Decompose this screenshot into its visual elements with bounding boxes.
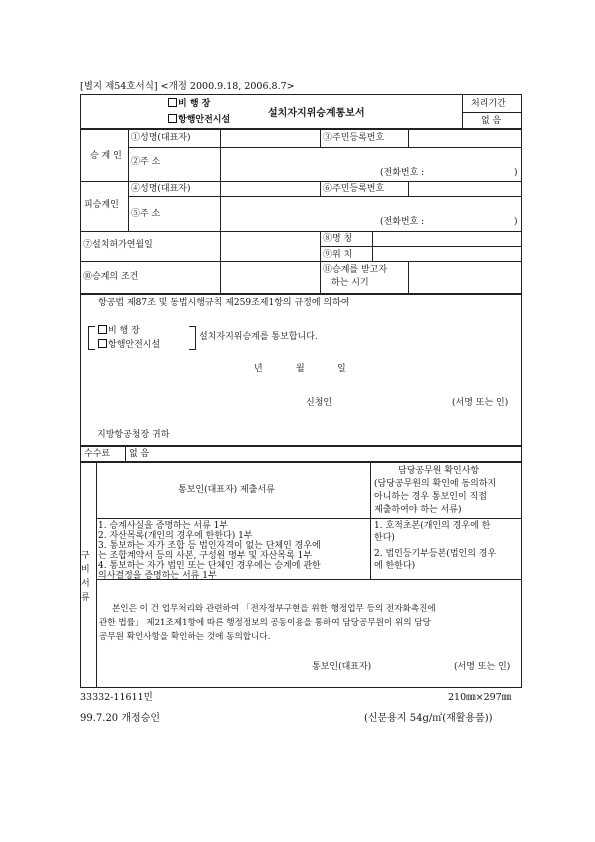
permit-date-label: ⑦설치허가연월일 [83, 240, 153, 250]
predecessor-address-label: ⑤주 소 [131, 209, 161, 219]
option-navaid: 항행안전시설 [168, 114, 230, 126]
form-number: [별지 제54호서식] <개정 2000.9.18, 2006.8.7> [80, 81, 295, 92]
conditions-field[interactable] [222, 263, 318, 292]
date-month: 월 [296, 364, 305, 374]
reporter-docs-header: 통보인(대표자) 제출서류 [178, 485, 275, 495]
predecessor-resident-no-label: ⑥주민등록번호 [323, 184, 385, 194]
declaration-statement: 설치자지위승계를 통보합니다. [199, 332, 318, 342]
predecessor-name-field[interactable] [222, 183, 318, 195]
officer-header-1: 담당공무원 확인사항 [398, 466, 480, 476]
officer-header-4: 제출하여야 하는 서류) [374, 505, 462, 515]
consent-line: 본인은 이 건 업무처리와 관련하여 「전자정부구현을 위한 행정업무 등의 전자화촉진에 [112, 604, 436, 614]
applicant-field[interactable] [345, 395, 440, 409]
consent-line: 관한 법률」 제21조제1항에 따른 행정정보의 공동이용을 통하여 담당공무원이 위의 담당 [99, 618, 431, 628]
checkbox-navaid-header[interactable] [168, 114, 177, 123]
reporter-item: 2. 자산목록(개인의 경우에 한한다) 1부 [98, 531, 253, 541]
decl-option-navaid: 항행안전시설 [98, 339, 160, 351]
successor-phone-close: ) [514, 168, 518, 178]
applicant-label: 신청인 [306, 398, 333, 408]
side-label-1: 구 [81, 551, 90, 561]
permit-date-field[interactable] [222, 233, 318, 259]
receive-time-label-2: 하는 시기 [331, 278, 369, 288]
officer-item: 1. 호적초본(개인의 경우에 한 [374, 521, 491, 531]
footer-size: 210㎜×297㎜ [448, 692, 512, 703]
officer-header-2: (담당공무원의 확인에 동의하지 [374, 479, 497, 489]
addressee: 지방항공청장 귀하 [97, 430, 170, 440]
date-year: 년 [254, 364, 263, 374]
officer-item: 2. 법인등기부등본(법인의 경우 [374, 549, 497, 559]
consent-signer-label: 통보인(대표자) [312, 662, 372, 672]
consent-signer-field[interactable] [375, 659, 445, 673]
successor-address-field[interactable] [222, 149, 520, 165]
legal-basis: 항공법 제87조 및 동법시행규칙 제259조제1항의 규정에 의하여 [98, 298, 350, 308]
checkbox-airfield-header[interactable] [168, 98, 177, 107]
applicant-signature-label: (서명 또는 인) [452, 398, 509, 408]
footer-approval: 99.7.20 개정승인 [80, 713, 160, 724]
side-label-3: 서 [81, 579, 90, 589]
predecessor-section-label: 피승계인 [84, 200, 119, 210]
conditions-label: ⑩승계의 조건 [83, 272, 139, 282]
predecessor-resident-no-field[interactable] [410, 183, 520, 195]
receive-time-field[interactable] [410, 263, 520, 292]
bracket-left [88, 326, 95, 350]
reporter-item: 는 조합계약서 등의 사본, 구성원 명부 및 자산목록 1부 [98, 551, 313, 561]
facility-name-field[interactable] [374, 233, 520, 245]
facility-name-label: ⑧명 칭 [323, 234, 353, 244]
successor-resident-no-field[interactable] [410, 131, 520, 145]
processing-period-label: 처리기간 [471, 99, 506, 109]
predecessor-name-label: ④성명(대표자) [131, 184, 191, 194]
officer-item: 한다) [374, 533, 395, 543]
decl-option-airfield: 비 행 장 [98, 325, 140, 337]
fee-value: 없 음 [129, 449, 150, 459]
consent-signature-label: (서명 또는 인) [454, 662, 511, 672]
reporter-item: 1. 승계사실을 증명하는 서류 1부 [98, 521, 229, 531]
officer-header-3: 아니하는 경우 통보인이 직접 [374, 492, 487, 502]
reporter-item: 3. 통보하는 자가 조합 등 법인자격이 없는 단체인 경우에 [98, 541, 321, 551]
receive-time-label-1: ⑪승계를 받고자 [323, 265, 388, 275]
form-title: 설치자지위승계통보서 [268, 108, 365, 119]
side-label-4: 류 [81, 593, 90, 603]
bracket-right [189, 326, 196, 350]
successor-name-label: ①성명(대표자) [131, 133, 191, 143]
officer-item: 에 한한다) [374, 561, 416, 571]
fee-label: 수수료 [84, 449, 111, 459]
checkbox-navaid-decl[interactable] [98, 339, 107, 348]
consent-line: 공무원 확인사항을 확인하는 것에 동의합니다. [99, 632, 271, 642]
processing-period-value: 없 음 [481, 116, 502, 126]
successor-name-field[interactable] [222, 131, 318, 145]
reporter-item: 4. 통보하는 자가 법인 또는 단체인 경우에는 승계에 관한 [98, 561, 321, 571]
predecessor-phone-label: (전화번호 : [380, 217, 425, 227]
successor-address-label: ②주 소 [131, 157, 161, 167]
successor-section-label: 승 계 인 [90, 151, 122, 161]
checkbox-airfield-decl[interactable] [98, 325, 107, 334]
predecessor-address-field[interactable] [222, 198, 520, 214]
facility-location-label: ⑨위 치 [323, 250, 353, 260]
successor-resident-no-label: ③주민등록번호 [323, 133, 385, 143]
footer-paper: (신문용지 54g/㎡(재활용품)) [364, 713, 493, 724]
reporter-item: 의사결정을 증명하는 서류 1부 [98, 571, 217, 581]
successor-phone-label: (전화번호 : [380, 168, 425, 178]
predecessor-phone-close: ) [514, 217, 518, 227]
option-airfield: 비 행 장 [168, 98, 210, 110]
date-day: 일 [337, 364, 346, 374]
side-label-2: 비 [81, 565, 90, 575]
footer-code: 33332-11611민 [80, 692, 153, 703]
facility-location-field[interactable] [374, 248, 520, 260]
